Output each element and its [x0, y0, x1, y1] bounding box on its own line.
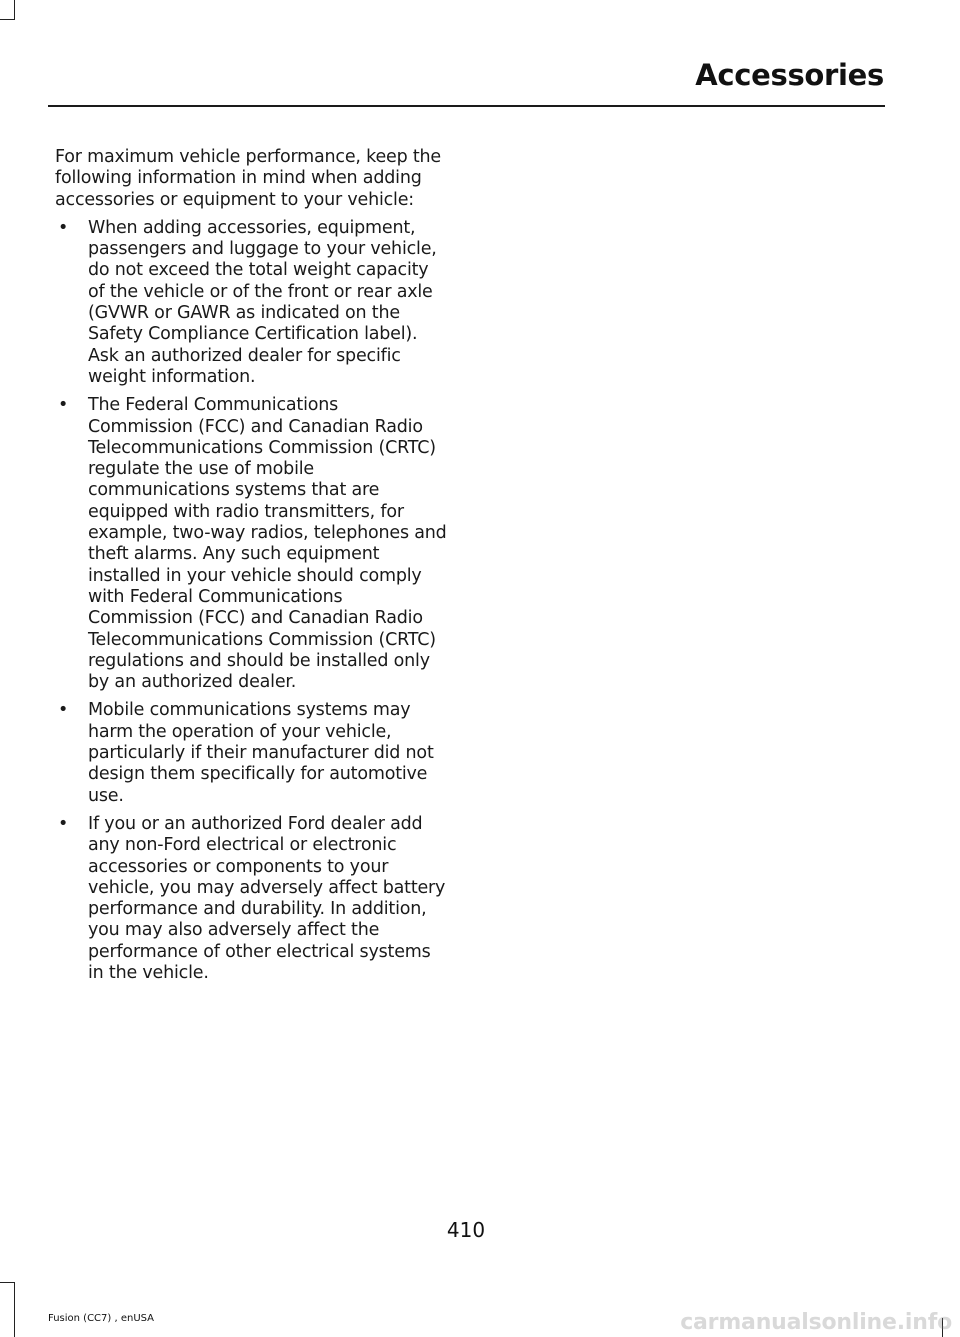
bullet-icon: •	[58, 217, 69, 238]
crop-mark-top-left-vertical	[14, 0, 15, 19]
crop-mark-top-left-horizontal	[0, 19, 15, 20]
bullet-list	[55, 218, 448, 984]
header-divider	[48, 105, 885, 107]
page-number: 410	[446, 1218, 486, 1242]
page-title: Accessories	[695, 58, 884, 92]
intro-paragraph: For maximum vehicle performance, keep the following information in mind when adding accessories or equipment to your vehicle:	[55, 147, 441, 210]
list-item-text: When adding accessories, equipment, passengers and luggage to your vehicle, do not exceed the total weight capacity of the vehicle or of the front or rear axle (GVWR or GAWR as indicated on the Safety Compliance Certification label). Ask an authorized dealer for specific weight information.	[88, 217, 437, 387]
list-item	[55, 395, 448, 693]
crop-mark-bottom-left-horizontal	[0, 1282, 15, 1283]
bullet-icon: •	[58, 813, 69, 834]
bullet-icon: •	[58, 700, 69, 721]
crop-mark-bottom-left-vertical	[14, 1282, 15, 1337]
list-item-text: If you or an authorized Ford dealer add any non-Ford electrical or electronic accessories or components to your vehicle, you may adversely affect battery performance and durability. In addition, you may also adversely affect the performance of other electrical systems in the vehicle.	[88, 813, 446, 983]
main-content	[55, 147, 448, 991]
list-item	[55, 700, 448, 806]
watermark-logo: carmanualsonline.info	[680, 1310, 952, 1335]
document-id: Fusion (CC7) , enUSA	[48, 1313, 155, 1324]
list-item	[55, 218, 448, 388]
list-item	[55, 814, 448, 984]
bullet-icon: •	[58, 395, 69, 416]
list-item-text: Mobile communications systems may harm the operation of your vehicle, particularly if their manufacturer did not design them specifically for automotive use.	[88, 700, 434, 806]
list-item-text: The Federal Communications Commission (FCC) and Canadian Radio Telecommunications Commission (CRTC) regulate the use of mobile communications systems that are equipped with radio transmitters, for example, two-way radios, telephones and theft alarms. Any such equipment installed in your vehicle should comply with Federal Communications Commission (FCC) and Canadian Radio Telecommunications Commission (CRTC) regulations and should be installed only by an authorized dealer.	[88, 395, 447, 693]
